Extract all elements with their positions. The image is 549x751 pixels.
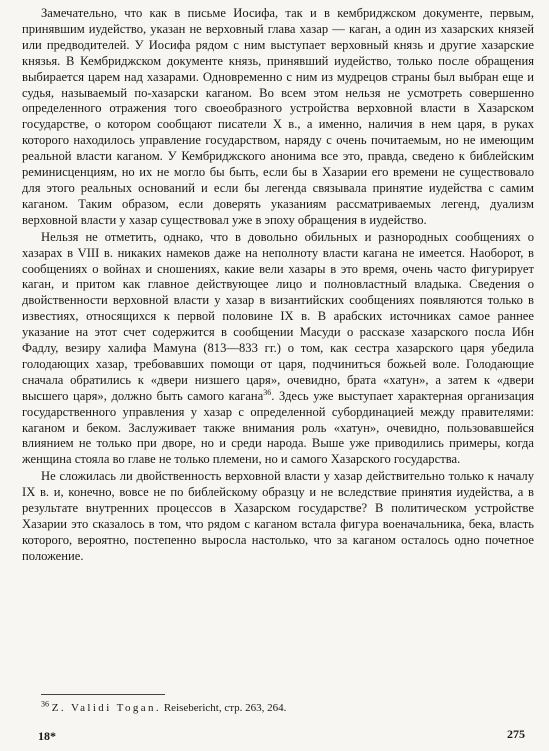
page-number: 275 bbox=[507, 727, 525, 741]
paragraph-3: Не сложилась ли двойственность верховной власти у хазар действительно только к началу IX в. и, конечно, вовсе не по библейскому образцу и не вследствие принятия иудейства, а в результате внутренних процессов в Хазарском государстве? В политическом устройстве Хазарии это сказалось в том, что рядом с каганом встала фигура военачальника, бека, власть которого, вероятно, постепенно выросла настолько, что за каганом осталось одно почетное положение. bbox=[22, 469, 534, 563]
footnote-text: Reisebericht, стр. 263, 264. bbox=[163, 702, 287, 714]
body-text bbox=[22, 6, 534, 565]
paragraph-2-text: Нельзя не отметить, однако, что в довольно обильных и разнородных сообщениях о хазарах в VIII в. никаких намеков даже на неполноту власти кагана не имеется. Наоборот, в сообщениях о войнах и сношениях, какие вели хазары в это время, очень часто фигурирует каган, и притом как главное действующее лицо и полновластный владыка. Сведения о двойственности верховной власти у хазар в византийских сообщениях появляются только в известиях, относящихся к первой половине IX в. В арабских источниках самое раннее указание на этот счет содержится в сообщении Масуди о рассказе хазарского посла Ибн Фадлу, везиру халифа Мамуна (813—833 гг.) о том, как сестра хазарского царя убедила голодающих хазар, требовавших помощи от царя, подчиниться божьей воле. Голодающие сначала обратились к «двери низшего царя», очевидно, брата «хатун», а затем к «двери высшего царя», должно быть самого кагана bbox=[22, 229, 534, 403]
footnote-author: Z. Validi Togan. bbox=[51, 702, 162, 714]
paragraph-2-continuation: Здесь уже выступает характерная организация государственного управления у хазар с определенной субординацией между правителями: каганом и беком. Заслуживает также внимания роль «хатун», очевидно, пользовавшейся влиянием не только при дворе, но и среди народа. Выше уже приводились примеры, когда женщина стояла во главе не только племени, но и самого Хазарского государства. bbox=[22, 388, 535, 467]
footnote-divider bbox=[41, 694, 165, 695]
paragraph-2: Нельзя не отметить, однако, что в довольно обильных и разнородных сообщениях о хазарах в VIII в. никаких намеков даже на неполноту власти кагана не имеется. Наоборот, в сообщениях о войнах и сношениях, какие вели хазары в это время, очень часто фигурирует каган, и притом как главное действующее лицо и полновластный владыка. Сведения о двойственности верховной власти у хазар в византийских сообщениях появляются только в известиях, относящихся к первой половине IX в. В арабских источниках самое раннее указание на этот счет содержится в сообщении Масуди о рассказе хазарского посла Ибн Фадлу, везиру халифа Мамуна (813—833 гг.) о том, как сестра хазарского царя убедила голодающих хазар, требовавших помощи от царя, подчиниться божьей воле. Голодающие сначала обратились к «двери низшего царя», очевидно, брата «хатун», а затем к «двери высшего царя», должно быть самого кагана$^{36}$. Здесь уже выступает характерная организация государственного управления у хазар с определенной субординацией между правителями: каганом и беком. Заслуживает также внимания роль «хатун», очевидно, пользовавшейся влиянием не только при дворе, но и среди народа. Выше уже приводились примеры, когда женщина стояла во главе не только племени, но и самого Хазарского государства. bbox=[22, 229, 535, 467]
footnote-number: 36 bbox=[41, 699, 49, 709]
paragraph-1: Замечательно, что как в письме Иосифа, так и в кембриджском документе, первым, принявшим иудейство, указан не верховный глава хазар — каган, а один из хазарских князей или предводителей. У Иосифа рядом с ним выступает верховный князь и другие хазарские князья. В Кембриджском документе князь, принявший иудейство, только после обращения выбирается царем над хазарами. Одновременно с ним из мудрецов страны был выбран еще и судья, называемый по-хазарски каганом. Во всем этом нельзя не усмотреть совершенно определенного отражения того своеобразного устройства верховной власти в Хазарском государстве, о котором сообщают писатели X в., а именно, наличия в нем царя, в руках которого находилось управление государством, наряду с очень почитаемым, но не имеющим реальной власти каганом. У Кембриджского анонима все это, правда, сведено к библейским реминисценциям, но их не могло бы быть, если бы в Хазарии его времени не существовало для этого реальных оснований и если бы легенда связывала принятие иудейства с самим каганом. Таким образом, если доверять указаниям рассматриваемых легенд, дуализм верховной власти у хазар существовал уже в эпоху обращения в иудейство. bbox=[22, 6, 534, 227]
printer-signature-mark: 18* bbox=[38, 729, 56, 743]
footnote bbox=[41, 699, 521, 715]
footnote-reference: 36 bbox=[263, 387, 272, 397]
